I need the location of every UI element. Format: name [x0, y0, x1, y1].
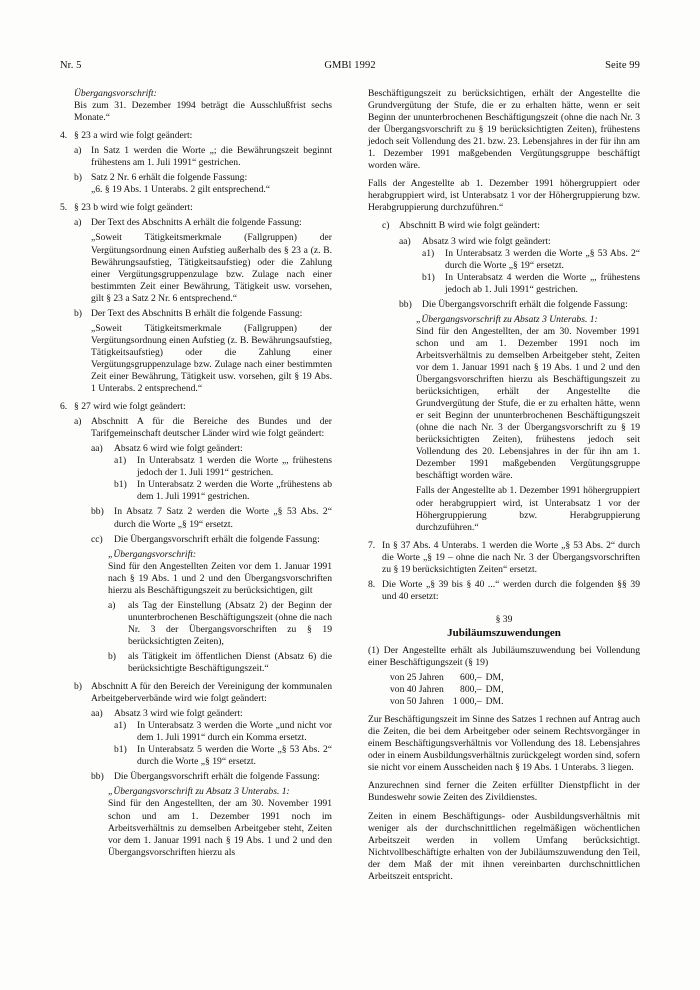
running-head-issue: Nr. 5 [60, 60, 82, 71]
amount-value: 800,– [460, 684, 482, 696]
list-item-6a-cc-sub-a [108, 600, 332, 648]
list-item-6a-cc-quote [108, 549, 332, 675]
list-item-4-marker: 4. [60, 130, 68, 142]
list-item-6b-aa-text: Absatz 3 wird wie folgt geändert: [114, 708, 243, 720]
list-item-8-marker: 8. [368, 578, 376, 590]
jubilee-amounts-body [390, 672, 503, 708]
continuation-paragraph-1: Beschäftigungszeit zu berücksichtigen, erhält der Angestellte die Grundvergütung der Stufe, die er zu erhalten hätte, wenn er seit Beginn der ununterbrochenen Beschäftigungszeit (ohne die nach Nr. 3 der Übergangsvorschrift zu § 19 berücksichtigten Zeiten), frühestens jedoch seit Vollendung des 21. bzw. 23. Lebensjahres in der für ihn am 1. Dezember 1991 maßgebenden Vergütungsgruppe beschäftigt worden wäre. [368, 88, 640, 172]
list-item-6a-cc-sub-b [108, 651, 332, 675]
list-item-4b-text: Satz 2 Nr. 6 erhält die folgende Fassung: [91, 172, 248, 184]
list-item-6b-text: Abschnitt A für den Bereich der Vereinigung der kommunalen Arbeitgeberverbände wird wie folgt geändert: [91, 681, 332, 705]
right-column [368, 88, 640, 883]
list-item-6a [74, 416, 332, 440]
list-item-6c-aa-b1 [422, 272, 640, 296]
list-item-6a-cc-text: Die Übergangsvorschrift erhält die folgende Fassung: [114, 533, 320, 545]
amount-currency: DM, [485, 672, 504, 684]
list-item-6b [74, 681, 332, 705]
list-item-6a-cc-sub-b-marker: b) [108, 650, 116, 662]
list-item-6a-aa-b1-text: In Unterabsatz 2 werden die Worte „frühestens ab dem 1. Juli 1991“ gestrichen. [137, 479, 332, 503]
list-item-4a-text: In Satz 1 werden die Worte „; die Bewährungszeit beginnt frühestens am 1. Juli 1991“ gestrichen. [91, 145, 332, 169]
list-item-7-marker: 7. [368, 539, 376, 551]
list-item-6b-bb [91, 771, 332, 783]
list-item-6c-aa-text: Absatz 3 wird wie folgt geändert: [422, 235, 551, 247]
list-item-6a-bb [91, 506, 332, 530]
list-item-6c-aa-marker: aa) [399, 235, 411, 247]
list-item-8 [368, 579, 640, 603]
list-item-6-marker: 6. [60, 401, 68, 413]
list-item-6c-bb-quote-p1: Sind für den Angestellten, der am 30. November 1991 schon und am 1. Dezember 1991 noch im Arbeitsverhältnis zu demselben Arbeitgeber steht, Zeiten vor dem 1. Januar 1991 nach § 19 Abs. 1 und 2 und den Übergangsvorschriften hierzu als Beschäftigungszeit zu berücksichtigen, erhält der Angestellte die Grundvergütung der Stufe, die er zu erhalten hätte, wenn er seit Beginn der ununterbrochenen Beschäftigungszeit (ohne die nach Nr. 3 der Übergangsvorschrift zu § 19 berücksichtigten Zeiten), frühestens jedoch seit Vollendung des 20. Lebensjahres in der für ihn am 1. Dezember 1991 maßgebenden Vergütungsgruppe beschäftigt worden wäre. [416, 325, 640, 482]
list-item-6a-aa [91, 443, 332, 455]
list-item-6b-aa-a1-marker: a1) [114, 720, 127, 732]
list-item-5 [60, 202, 332, 214]
list-item-4 [60, 130, 332, 142]
list-item-6a-aa-text: Absatz 6 wird wie folgt geändert: [114, 443, 243, 455]
top-quote-heading: Übergangsvorschrift: [74, 88, 157, 99]
list-item-6c-aa-a1 [422, 248, 640, 272]
list-item-6a-cc-marker: cc) [91, 533, 103, 545]
list-item-6b-aa-b1-text: In Unterabsatz 5 werden die Worte „§ 53 Abs. 2“ durch die Worte „§ 19“ ersetzt. [137, 744, 332, 768]
list-item-6b-aa-marker: aa) [91, 708, 103, 720]
list-item-6a-marker: a) [74, 416, 82, 428]
list-item-6c-text: Abschnitt B wird wie folgt geändert: [399, 220, 540, 232]
list-item-6b-bb-quote [108, 786, 332, 858]
list-item-6a-aa-a1-text: In Unterabsatz 1 werden die Worte „, frühestens jedoch der 1. Juli 1991“ gestrichen. [137, 455, 332, 479]
list-item-6b-bb-quote-heading: „Übergangsvorschrift zu Absatz 3 Unterabs. 1: [108, 786, 290, 798]
list-item-6a-aa-marker: aa) [91, 443, 103, 455]
list-item-7-text: In § 37 Abs. 4 Unterabs. 1 werden die Worte „§ 53 Abs. 2“ durch die Worte „§ 19 – ohne die nach Nr. 3 der Übergangsvorschriften zu § 19 berücksichtigten Zeiten“ ersetzt. [382, 539, 640, 575]
list-item-7 [368, 540, 640, 576]
list-item-6b-aa-a1-text: In Unterabsatz 3 werden die Worte „und nicht vor dem 1. Juli 1991“ durch ein Komma ersetzt. [137, 720, 332, 744]
list-item-6b-bb-quote-text: Sind für den Angestellten, der am 30. November 1991 schon und am 1. Dezember 1991 noch im Arbeitsverhältnis zu demselben Arbeitgeber steht, Zeiten vor dem 1. Januar 1991 nach § 19 Abs. 1 und 2 und den Übergangsvorschriften hierzu als [108, 798, 332, 858]
list-item-5b [74, 308, 332, 320]
list-item-6a-cc-sub-a-text: als Tag der Einstellung (Absatz 2) der Beginn der ununterbrochenen Beschäftigungszeit (ohne die nach Nr. 3 der Übergangsvorschriften zu § 19 berücksichtigten Zeiten), [128, 599, 332, 647]
table-row [390, 672, 503, 684]
list-item-6a-aa-a1 [114, 455, 332, 479]
list-item-4-lead: § 23 a wird wie folgt geändert: [74, 130, 193, 142]
amount-label: von 25 Jahren [390, 672, 444, 684]
list-item-5a-text: Der Text des Abschnitts A erhält die folgende Fassung: [91, 217, 302, 229]
list-item-6a-cc-sub-b-text: als Tätigkeit im öffentlichen Dienst (Absatz 6) die berücksichtigte Beschäftigungszeit.“ [128, 650, 332, 675]
list-item-6 [60, 401, 332, 413]
list-item-5a-quote: „Soweit Tätigkeitsmerkmale (Fallgruppen) der Vergütungsordnung einen Aufstieg außerhalb des § 23 a (z. B. Bewährungsaufstieg, Tätigkeitsaufstieg) oder die Zahlung einer Vergütungsgruppenzulage bzw. Zulage nach einer bestimmten Zeit einer Bewährung, Tätigkeit usw. vorsehen, gilt § 23 a Satz 2 Nr. 6 entsprechend.“ [91, 232, 332, 304]
list-item-6a-text: Abschnitt A für die Bereiche des Bundes und der Tarifgemeinschaft deutscher Länder wird wie folgt geändert: [91, 416, 332, 440]
list-item-4a [74, 145, 332, 169]
list-item-6c-aa-b1-text: In Unterabsatz 4 werden die Worte „, frühestens jedoch ab 1. Juli 1991“ gestrichen. [445, 271, 640, 295]
section-39-para-2: Zur Beschäftigungszeit im Sinne des Satzes 1 rechnen auf Antrag auch die Zeiten, die bei dem Arbeitgeber oder seinem Rechtsvorgänger in einem Beschäftigungsverhältnis vor Vollendung des 18. Lebensjahres oder in einem Ausbildungsverhältnis zurückgelegt worden sind, sofern sie nicht vor einem Ausscheiden nach § 19 Abs. 1 Unterabs. 3 liegen. [368, 714, 640, 774]
list-item-8-text: Die Worte „§ 39 bis § 40 ...“ werden durch die folgenden §§ 39 und 40 ersetzt: [382, 578, 640, 602]
left-column [60, 88, 332, 859]
list-item-6a-cc-quote-heading: „Übergangsvorschrift: [108, 548, 197, 560]
running-head [60, 60, 640, 76]
list-item-4b-marker: b) [74, 172, 82, 184]
amount-value: 600,– [460, 672, 482, 684]
amount-value: 1 000,– [452, 696, 482, 708]
list-item-6c-bb-quote [416, 314, 640, 534]
list-item-4b-quote: „6. § 19 Abs. 1 Unterabs. 2 gilt entsprechend.“ [91, 184, 271, 196]
two-column-body [60, 88, 640, 883]
top-quote-text: Bis zum 31. Dezember 1994 beträgt die Ausschlußfrist sechs Monate.“ [74, 100, 332, 124]
section-39-para-3: Anzurechnen sind ferner die Zeiten erfüllter Dienstpflicht in der Bundeswehr sowie Zeiten des Zivildienstes. [368, 780, 640, 804]
amount-label: von 50 Jahren [390, 696, 444, 708]
list-item-5a [74, 217, 332, 229]
list-item-5b-quote: „Soweit Tätigkeitsmerkmale (Fallgruppen) der Vergütungsordnung einen Aufstieg (z. B. Bewährungsaufstieg, Tätigkeitsaufstieg) oder die Zahlung einer Vergütungsgruppenzulage bzw. Zulage nach einer bestimmten Zeit einer Bewährung, Tätigkeit usw. vorsehen, gilt § 19 Abs. 1 Unterabs. 2 entsprechend.“ [91, 322, 332, 395]
continuation-paragraph-2: Falls der Angestellte ab 1. Dezember 1991 höhergruppiert oder herabgruppiert wird, ist Unterabsatz 1 vor der Höhergruppierung bzw. Herabgruppierung durchzuführen.“ [368, 178, 640, 214]
amount-label: von 40 Jahren [390, 684, 444, 696]
list-item-4b [74, 172, 332, 184]
list-item-6a-cc-sub-a-marker: a) [108, 599, 116, 611]
section-39-para-1-lead: (1) Der Angestellte erhält als Jubiläumszuwendung bei Vollendung einer Beschäftigungszeit (§ 19) [368, 644, 640, 669]
list-item-6-lead: § 27 wird wie folgt geändert: [74, 401, 186, 413]
table-row [390, 684, 503, 696]
list-item-6a-aa-b1 [114, 479, 332, 503]
list-item-6b-bb-text: Die Übergangsvorschrift erhält die folgende Fassung: [114, 771, 320, 783]
list-item-6b-marker: b) [74, 681, 82, 693]
list-item-6c-marker: c) [382, 220, 390, 232]
section-39-para-4: Zeiten in einem Beschäftigungs- oder Ausbildungsverhältnis mit weniger als der durchschnittlichen regelmäßigen wöchentlichen Arbeitszeit werden in vollem Umfang berücksichtigt. Nichtvollbeschäftigte erhalten von der Jubiläumszuwendung den Teil, der dem Maß der mit ihnen vereinbarten durchschnittlichen Arbeitszeit entspricht. [368, 810, 640, 882]
running-head-journal: GMBl 1992 [324, 60, 376, 71]
section-39-title: Jubiläumszuwendungen [447, 626, 561, 639]
list-item-6c-bb-quote-p2: Falls der Angestellte ab 1. Dezember 1991 höhergruppiert oder herabgruppiert wird, ist Unterabsatz 1 vor der Höhergruppierung bzw. Herabgruppierung durchzuführen.“ [416, 485, 640, 533]
list-item-6c-aa-a1-marker: a1) [422, 247, 435, 259]
list-item-6b-aa-b1-marker: b1) [114, 744, 127, 756]
running-head-page: Seite 99 [605, 60, 640, 71]
table-row [390, 696, 503, 708]
list-item-6a-cc [91, 534, 332, 546]
list-item-5-lead: § 23 b wird wie folgt geändert: [74, 202, 193, 214]
list-item-6a-aa-b1-marker: b1) [114, 479, 127, 491]
top-quote-block [74, 88, 332, 124]
list-item-6c-aa [399, 236, 640, 248]
amount-currency: DM. [485, 696, 504, 708]
list-item-6c-bb-quote-heading: „Übergangsvorschrift zu Absatz 3 Unterabs. 1: [416, 313, 598, 325]
list-item-6b-aa [91, 708, 332, 720]
list-item-5-marker: 5. [60, 202, 68, 214]
list-item-6a-bb-marker: bb) [91, 506, 104, 518]
list-item-6c-aa-a1-text: In Unterabsatz 3 werden die Worte „§ 53 Abs. 2“ durch die Worte „§ 19“ ersetzt. [445, 247, 640, 271]
jubilee-amounts-table [390, 672, 503, 708]
section-39-number: § 39 [495, 613, 513, 625]
amount-currency: DM, [485, 684, 504, 696]
list-item-4a-marker: a) [74, 145, 82, 157]
list-item-6b-aa-b1 [114, 744, 332, 768]
list-item-6b-aa-a1 [114, 720, 332, 744]
list-item-6c [382, 220, 640, 232]
list-item-6a-bb-text: In Absatz 7 Satz 2 werden die Worte „§ 53 Abs. 2“ durch die Worte „§ 19“ ersetzt. [114, 506, 332, 530]
list-item-6c-bb-marker: bb) [399, 298, 412, 310]
list-item-6a-aa-a1-marker: a1) [114, 455, 127, 467]
list-item-6c-bb-text: Die Übergangsvorschrift erhält die folgende Fassung: [422, 298, 628, 310]
list-item-6c-aa-b1-marker: b1) [422, 271, 435, 283]
list-item-6b-bb-marker: bb) [91, 771, 104, 783]
list-item-5a-marker: a) [74, 217, 82, 229]
list-item-5b-text: Der Text des Abschnitts B erhält die folgende Fassung: [91, 307, 303, 319]
list-item-5b-marker: b) [74, 307, 82, 319]
list-item-6a-cc-quote-lead: Sind für den Angestellten Zeiten vor dem 1. Januar 1991 nach § 19 Abs. 1 und 2 und den Übergangsvorschriften hierzu als Beschäftigungszeit zu berücksichtigen, gilt [108, 560, 332, 596]
list-item-6c-bb [399, 299, 640, 311]
